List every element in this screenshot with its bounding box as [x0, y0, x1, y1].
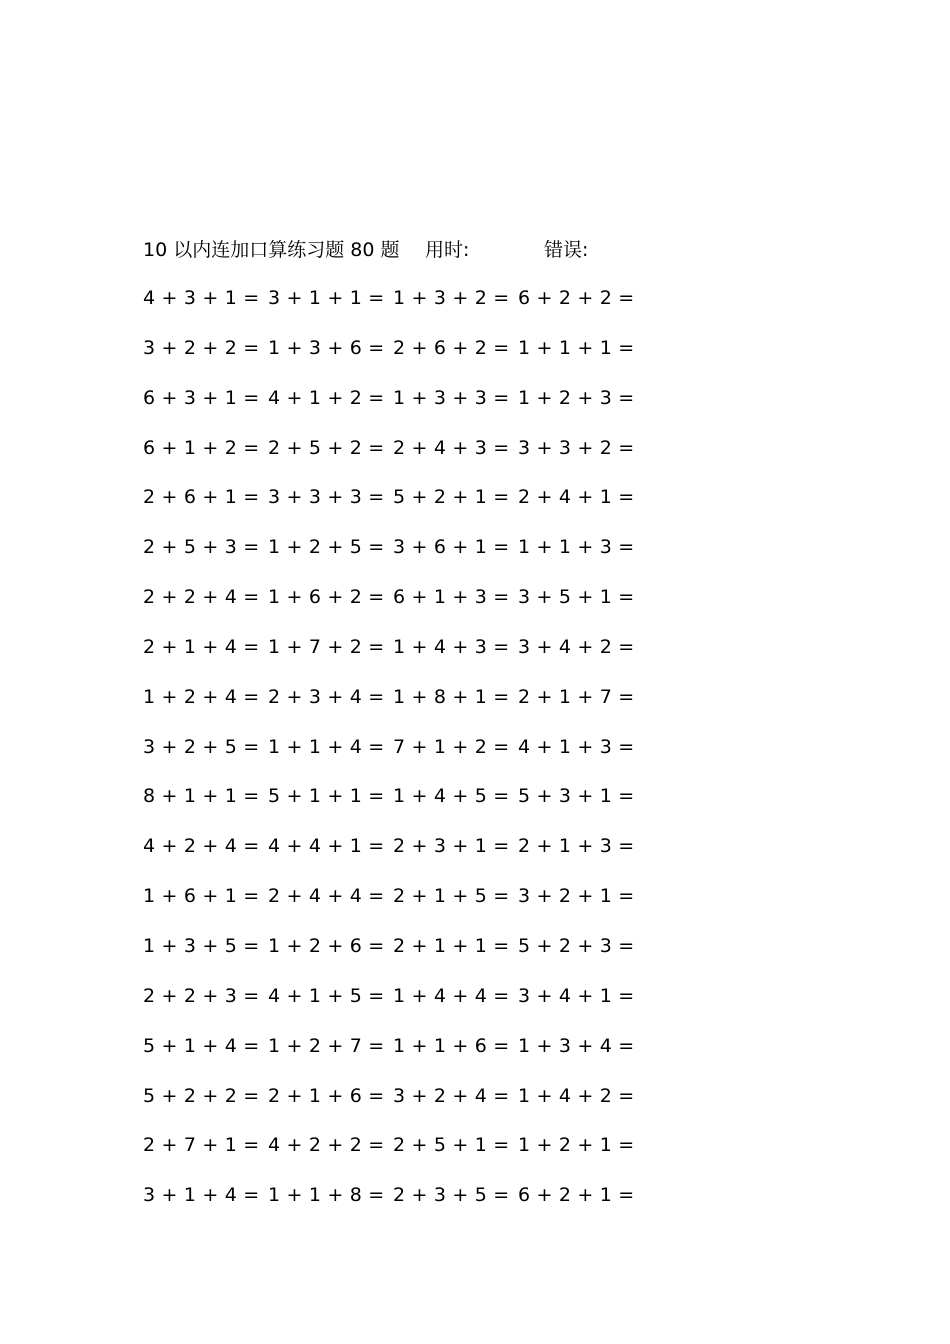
- problem-item: 2 + 7 + 1 =: [143, 1134, 260, 1157]
- problem-item: 1 + 3 + 6 =: [268, 336, 385, 359]
- problem-item: 2 + 1 + 6 =: [268, 1084, 385, 1107]
- problem-item: 2 + 3 + 1 =: [393, 835, 510, 858]
- problem-row: [143, 932, 643, 982]
- problem-item: 4 + 3 + 1 =: [143, 287, 260, 309]
- problem-item: 2 + 5 + 3 =: [143, 536, 260, 559]
- problem-item: 1 + 4 + 2 =: [518, 1084, 635, 1107]
- problem-item: 1 + 1 + 4 =: [268, 735, 385, 758]
- problem-item: 3 + 5 + 1 =: [518, 586, 635, 609]
- problem-row: [143, 782, 643, 832]
- problem-row: [143, 434, 643, 484]
- problem-item: 3 + 3 + 3 =: [268, 486, 385, 509]
- problem-item: 6 + 1 + 3 =: [393, 586, 510, 609]
- problem-row: [143, 982, 643, 1032]
- errors-label: 错误:: [544, 239, 589, 261]
- problem-item: 2 + 4 + 4 =: [268, 885, 385, 908]
- problem-item: 1 + 2 + 5 =: [268, 536, 385, 559]
- problem-grid: [143, 284, 643, 1231]
- problem-item: 4 + 1 + 5 =: [268, 984, 385, 1007]
- problem-item: 1 + 3 + 2 =: [393, 287, 510, 309]
- problem-item: 1 + 6 + 2 =: [268, 586, 385, 609]
- problem-item: 4 + 1 + 2 =: [268, 386, 385, 409]
- problem-item: 5 + 2 + 3 =: [518, 934, 635, 957]
- problem-item: 7 + 1 + 2 =: [393, 735, 510, 758]
- problem-item: 1 + 2 + 7 =: [268, 1034, 385, 1057]
- problem-item: 2 + 2 + 3 =: [143, 984, 260, 1007]
- problem-row: [143, 483, 643, 533]
- problem-item: 2 + 1 + 7 =: [518, 685, 635, 708]
- problem-item: 2 + 1 + 1 =: [393, 934, 510, 957]
- problem-item: 1 + 8 + 1 =: [393, 685, 510, 708]
- problem-item: 5 + 3 + 1 =: [518, 785, 635, 808]
- problem-item: 2 + 1 + 5 =: [393, 885, 510, 908]
- problem-item: 6 + 2 + 2 =: [518, 287, 635, 309]
- problem-item: 1 + 2 + 6 =: [268, 934, 385, 957]
- problem-item: 1 + 4 + 5 =: [393, 785, 510, 808]
- problem-item: 4 + 4 + 1 =: [268, 835, 385, 858]
- problem-item: 5 + 2 + 1 =: [393, 486, 510, 509]
- problem-row: [143, 334, 643, 384]
- problem-item: 2 + 1 + 3 =: [518, 835, 635, 858]
- problem-item: 5 + 2 + 2 =: [143, 1084, 260, 1107]
- problem-item: 6 + 2 + 1 =: [518, 1184, 635, 1207]
- problem-item: 6 + 1 + 2 =: [143, 436, 260, 459]
- time-label: 用时:: [425, 239, 470, 261]
- problem-item: 6 + 3 + 1 =: [143, 386, 260, 409]
- problem-item: 4 + 1 + 3 =: [518, 735, 635, 758]
- problem-item: 1 + 3 + 5 =: [143, 934, 260, 957]
- problem-item: 3 + 3 + 2 =: [518, 436, 635, 459]
- problem-item: 1 + 2 + 1 =: [518, 1134, 635, 1157]
- problem-row: [143, 882, 643, 932]
- worksheet-header: [143, 236, 783, 264]
- problem-item: 1 + 4 + 3 =: [393, 635, 510, 658]
- problem-row: [143, 384, 643, 434]
- worksheet-title: 10 以内连加口算练习题 80 题: [143, 239, 400, 261]
- problem-row: [143, 1032, 643, 1082]
- problem-item: 1 + 2 + 4 =: [143, 685, 260, 708]
- problem-row: [143, 1131, 643, 1181]
- problem-row: [143, 583, 643, 633]
- problem-item: 3 + 4 + 2 =: [518, 635, 635, 658]
- problem-item: 1 + 1 + 1 =: [518, 336, 635, 359]
- problem-item: 1 + 3 + 4 =: [518, 1034, 635, 1057]
- problem-item: 5 + 1 + 4 =: [143, 1034, 260, 1057]
- problem-item: 3 + 2 + 4 =: [393, 1084, 510, 1107]
- problem-item: 3 + 2 + 1 =: [518, 885, 635, 908]
- problem-item: 4 + 2 + 4 =: [143, 835, 260, 858]
- problem-item: 3 + 1 + 1 =: [268, 287, 385, 309]
- problem-row: [143, 284, 643, 334]
- problem-item: 2 + 2 + 4 =: [143, 586, 260, 609]
- problem-item: 1 + 1 + 3 =: [518, 536, 635, 559]
- problem-item: 1 + 6 + 1 =: [143, 885, 260, 908]
- problem-item: 2 + 5 + 1 =: [393, 1134, 510, 1157]
- problem-row: [143, 683, 643, 733]
- problem-item: 8 + 1 + 1 =: [143, 785, 260, 808]
- problem-row: [143, 733, 643, 783]
- problem-item: 3 + 1 + 4 =: [143, 1184, 260, 1207]
- problem-item: 3 + 2 + 5 =: [143, 735, 260, 758]
- problem-item: 2 + 5 + 2 =: [268, 436, 385, 459]
- problem-item: 3 + 2 + 2 =: [143, 336, 260, 359]
- problem-row: [143, 633, 643, 683]
- problem-item: 4 + 2 + 2 =: [268, 1134, 385, 1157]
- problem-row: [143, 832, 643, 882]
- problem-item: 1 + 7 + 2 =: [268, 635, 385, 658]
- problem-item: 1 + 1 + 6 =: [393, 1034, 510, 1057]
- problem-item: 2 + 6 + 2 =: [393, 336, 510, 359]
- problem-row: [143, 533, 643, 583]
- problem-item: 1 + 2 + 3 =: [518, 386, 635, 409]
- problem-item: 2 + 6 + 1 =: [143, 486, 260, 509]
- problem-item: 2 + 4 + 3 =: [393, 436, 510, 459]
- problem-row: [143, 1082, 643, 1132]
- problem-item: 2 + 1 + 4 =: [143, 635, 260, 658]
- problem-item: 1 + 3 + 3 =: [393, 386, 510, 409]
- problem-item: 1 + 1 + 8 =: [268, 1184, 385, 1207]
- problem-item: 3 + 4 + 1 =: [518, 984, 635, 1007]
- problem-item: 3 + 6 + 1 =: [393, 536, 510, 559]
- problem-item: 1 + 4 + 4 =: [393, 984, 510, 1007]
- problem-item: 2 + 3 + 5 =: [393, 1184, 510, 1207]
- problem-item: 2 + 3 + 4 =: [268, 685, 385, 708]
- problem-item: 5 + 1 + 1 =: [268, 785, 385, 808]
- problem-item: 2 + 4 + 1 =: [518, 486, 635, 509]
- problem-row: [143, 1181, 643, 1231]
